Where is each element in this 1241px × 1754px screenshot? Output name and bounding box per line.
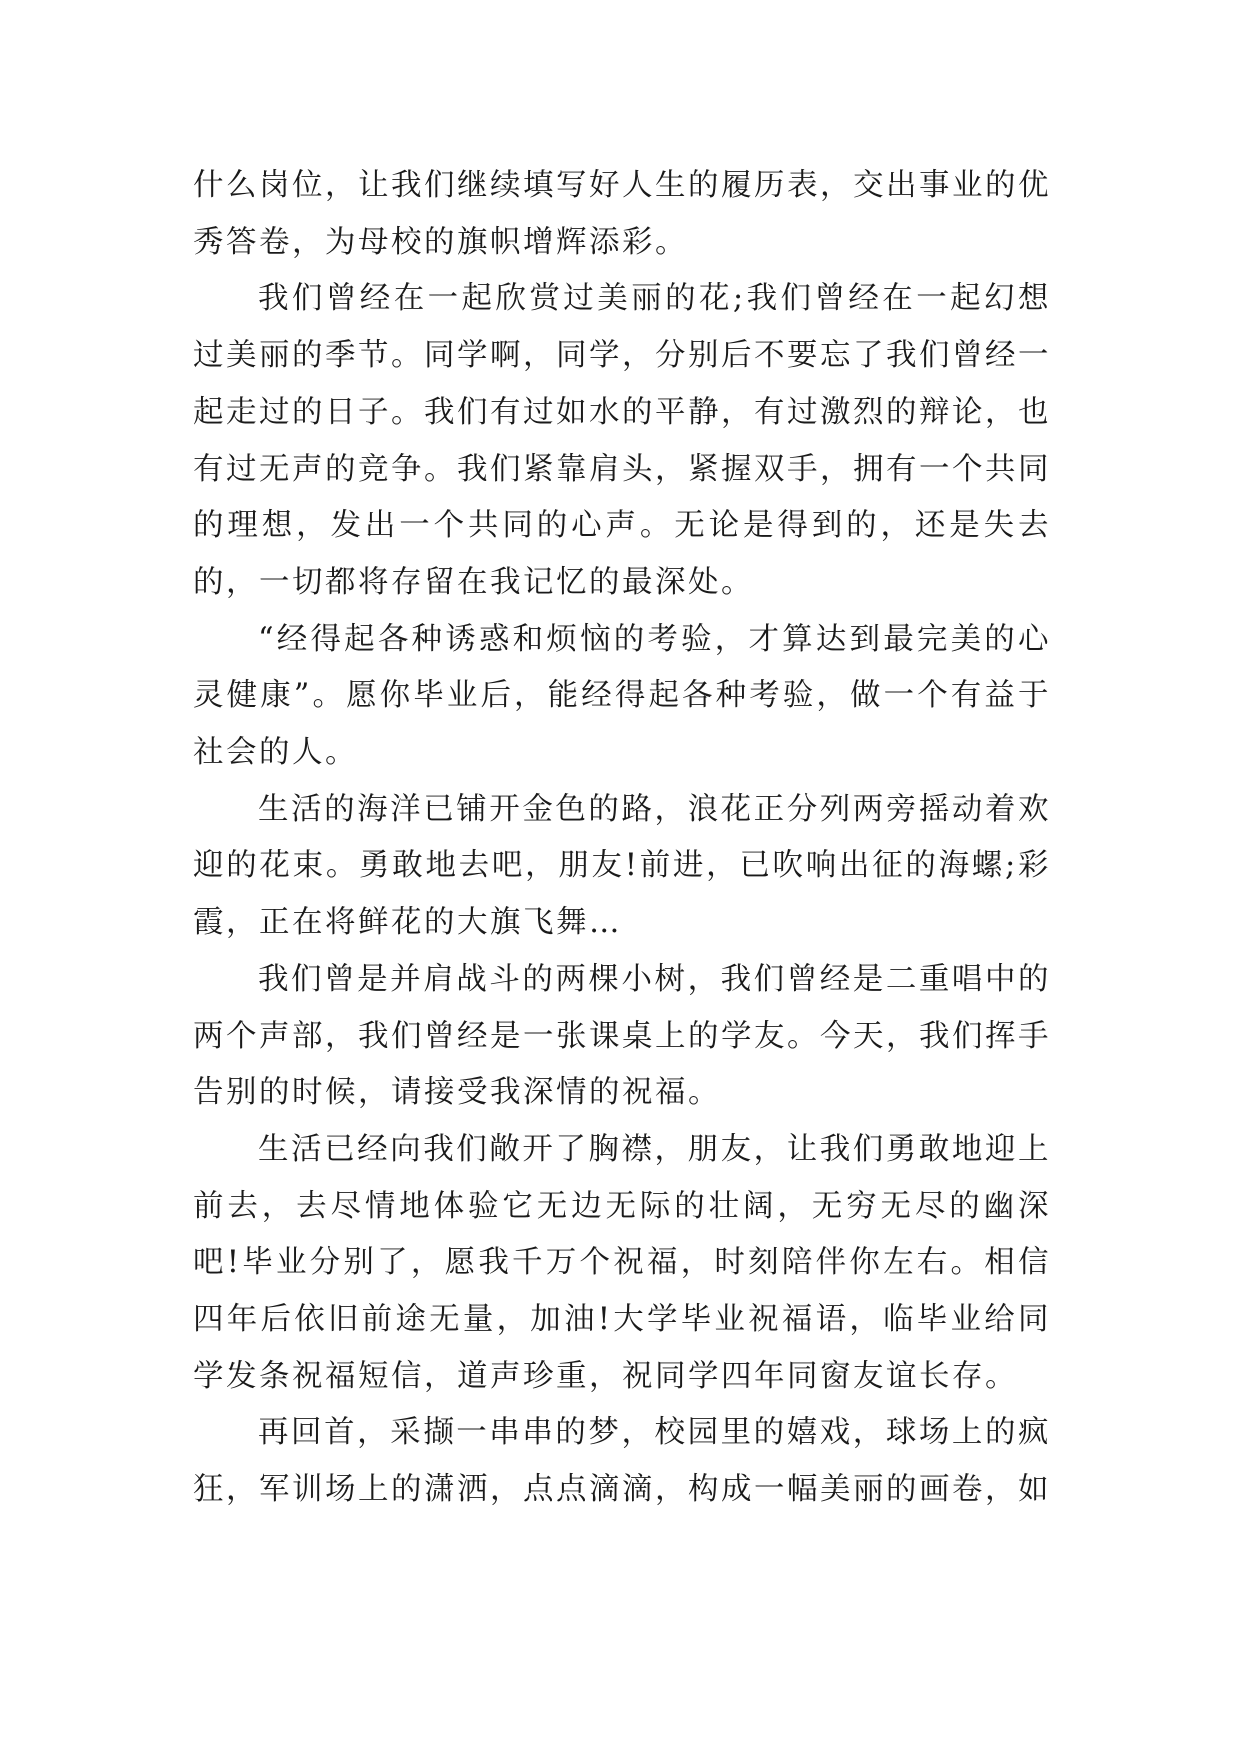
paragraph: 生活已经向我们敞开了胸襟，朋友，让我们勇敢地迎上前去，去尽情地体验它无边无际的壮阔，无穷无尽的幽深吧!毕业分别了，愿我千万个祝福，时刻陪伴你左右。相信四年后依旧前途无量，加油!大学毕业祝福语，临毕业给同学发条祝福短信，道声珍重，祝同学四年同窗友谊长存。	[193, 1131, 1051, 1394]
paragraph: 什么岗位，让我们继续填写好人生的履历表，交出事业的优秀答卷，为母校的旗帜增辉添彩。	[193, 168, 1051, 260]
paragraph: 再回首，采撷一串串的梦，校园里的嬉戏，球场上的疯狂，军训场上的潇洒，点点滴滴，构成一幅美丽的画卷，如	[193, 1415, 1051, 1508]
paragraph: 我们曾是并肩战斗的两棵小树，我们曾经是二重唱中的两个声部，我们曾经是一张课桌上的学友。今天，我们挥手告别的时候，请接受我深情的祝福。	[193, 961, 1051, 1111]
paragraph: “经得起各种诱惑和烦恼的考验，才算达到最完美的心灵健康”。愿你毕业后，能经得起各种考验，做一个有益于社会的人。	[193, 621, 1051, 771]
document-body	[193, 158, 1051, 1519]
paragraph: 生活的海洋已铺开金色的路，浪花正分列两旁摇动着欢迎的花束。勇敢地去吧，朋友!前进，已吹响出征的海螺;彩霞，正在将鲜花的大旗飞舞…	[193, 791, 1051, 941]
paragraph: 我们曾经在一起欣赏过美丽的花;我们曾经在一起幻想过美丽的季节。同学啊，同学，分别后不要忘了我们曾经一起走过的日子。我们有过如水的平静，有过激烈的辩论，也有过无声的竞争。我们紧靠肩头，紧握双手，拥有一个共同的理想，发出一个共同的心声。无论是得到的，还是失去的，一切都将存留在我记忆的最深处。	[193, 281, 1051, 600]
